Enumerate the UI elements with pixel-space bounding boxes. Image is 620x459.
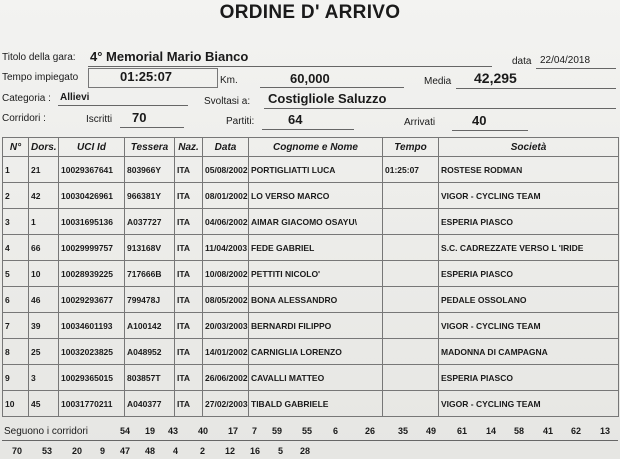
cell-time xyxy=(383,209,439,235)
cell-name: FEDE GABRIEL xyxy=(249,235,383,261)
col-header-name: Cognome e Nome xyxy=(249,138,383,157)
cell-position: 8 xyxy=(3,339,29,365)
cell-birthdate: 26/06/2002 xyxy=(203,365,249,391)
cell-bib: 3 xyxy=(29,365,59,391)
follower-bib: 7 xyxy=(252,426,258,436)
cell-uci-id: 10029293677 xyxy=(59,287,125,313)
cell-position: 2 xyxy=(3,183,29,209)
col-header-time: Tempo xyxy=(383,138,439,157)
cell-card: 803857T xyxy=(125,365,175,391)
follower-bib: 13 xyxy=(600,426,611,436)
cell-team: MADONNA DI CAMPAGNA xyxy=(439,339,619,365)
category-value: Allievi xyxy=(60,92,90,103)
cell-position: 10 xyxy=(3,391,29,417)
cell-position: 3 xyxy=(3,209,29,235)
follower-bib: 2 xyxy=(200,446,206,456)
cell-nation: ITA xyxy=(175,261,203,287)
cell-birthdate: 11/04/2003 xyxy=(203,235,249,261)
race-title-underline xyxy=(88,66,492,67)
follower-bib: 70 xyxy=(12,446,23,456)
cell-uci-id: 10031695136 xyxy=(59,209,125,235)
cell-team: VIGOR - CYCLING TEAM xyxy=(439,391,619,417)
cell-nation: ITA xyxy=(175,209,203,235)
started-value: 64 xyxy=(288,112,303,127)
cell-team: VIGOR - CYCLING TEAM xyxy=(439,183,619,209)
results-table xyxy=(2,137,619,417)
cell-bib: 21 xyxy=(29,157,59,183)
cell-team: S.C. CADREZZATE VERSO L 'IRIDE xyxy=(439,235,619,261)
cell-card: A040377 xyxy=(125,391,175,417)
cell-name: CARNIGLIA LORENZO xyxy=(249,339,383,365)
cell-nation: ITA xyxy=(175,157,203,183)
cell-team: ESPERIA PIASCO xyxy=(439,261,619,287)
table-row xyxy=(3,339,619,365)
average-label: Media xyxy=(424,76,452,87)
cell-time xyxy=(383,313,439,339)
time-label: Tempo impiegato xyxy=(2,72,79,83)
cell-team: ESPERIA PIASCO xyxy=(439,365,619,391)
km-underline xyxy=(260,87,404,88)
followers-label: Seguono i corridori xyxy=(4,426,88,437)
started-underline xyxy=(262,129,354,130)
cell-name: LO VERSO MARCO xyxy=(249,183,383,209)
follower-bib: 6 xyxy=(333,426,339,436)
cell-birthdate: 08/05/2002 xyxy=(203,287,249,313)
follower-bib: 55 xyxy=(302,426,313,436)
cell-name: BONA ALESSANDRO xyxy=(249,287,383,313)
follower-bib: 48 xyxy=(145,446,156,456)
cell-time: 01:25:07 xyxy=(383,157,439,183)
arrived-label: Arrivati xyxy=(404,117,436,128)
table-row xyxy=(3,391,619,417)
arrived-value: 40 xyxy=(472,113,487,128)
cell-nation: ITA xyxy=(175,313,203,339)
cell-bib: 39 xyxy=(29,313,59,339)
table-row xyxy=(3,235,619,261)
follower-bib: 12 xyxy=(225,446,236,456)
follower-bib: 19 xyxy=(145,426,156,436)
date-value: 22/04/2018 xyxy=(540,55,591,66)
registered-underline xyxy=(120,127,184,128)
cell-position: 7 xyxy=(3,313,29,339)
cell-team: ESPERIA PIASCO xyxy=(439,209,619,235)
registered-value: 70 xyxy=(132,110,147,125)
follower-bib: 5 xyxy=(278,446,284,456)
cell-time xyxy=(383,287,439,313)
cell-bib: 46 xyxy=(29,287,59,313)
average-underline xyxy=(456,88,616,89)
cell-bib: 45 xyxy=(29,391,59,417)
follower-bib: 54 xyxy=(120,426,131,436)
cell-card: 913168V xyxy=(125,235,175,261)
table-row xyxy=(3,313,619,339)
cell-uci-id: 10029365015 xyxy=(59,365,125,391)
cell-birthdate: 14/01/2002 xyxy=(203,339,249,365)
place-value: Costigliole Saluzzo xyxy=(268,91,387,106)
follower-bib: 43 xyxy=(168,426,179,436)
cell-time xyxy=(383,339,439,365)
date-label: data xyxy=(512,56,532,67)
cell-card: A100142 xyxy=(125,313,175,339)
col-header-card: Tessera xyxy=(125,138,175,157)
table-row xyxy=(3,183,619,209)
place-underline xyxy=(264,108,616,109)
cell-uci-id: 10031770211 xyxy=(59,391,125,417)
col-header-team: Società xyxy=(439,138,619,157)
cell-nation: ITA xyxy=(175,365,203,391)
col-header-nation: Naz. xyxy=(175,138,203,157)
cell-uci-id: 10032023825 xyxy=(59,339,125,365)
cell-time xyxy=(383,261,439,287)
cell-birthdate: 04/06/2002 xyxy=(203,209,249,235)
follower-bib: 20 xyxy=(72,446,83,456)
col-header-bib: Dors. xyxy=(29,138,59,157)
cell-uci-id: 10029367641 xyxy=(59,157,125,183)
table-header-row xyxy=(3,138,619,157)
cell-time xyxy=(383,183,439,209)
cell-bib: 66 xyxy=(29,235,59,261)
cell-birthdate: 08/01/2002 xyxy=(203,183,249,209)
col-header-position: N° xyxy=(3,138,29,157)
cell-card: 966381Y xyxy=(125,183,175,209)
follower-bib: 16 xyxy=(250,446,261,456)
cell-bib: 42 xyxy=(29,183,59,209)
follower-bib: 28 xyxy=(300,446,311,456)
follower-bib: 49 xyxy=(426,426,437,436)
cell-team: ROSTESE RODMAN xyxy=(439,157,619,183)
cell-name: PETTITI NICOLO' xyxy=(249,261,383,287)
cell-name: BERNARDI FILIPPO xyxy=(249,313,383,339)
cell-nation: ITA xyxy=(175,287,203,313)
follower-bib: 59 xyxy=(272,426,283,436)
average-value: 42,295 xyxy=(474,70,517,86)
cell-position: 4 xyxy=(3,235,29,261)
cell-card: 799478J xyxy=(125,287,175,313)
cell-uci-id: 10028939225 xyxy=(59,261,125,287)
follower-bib: 40 xyxy=(198,426,209,436)
cell-uci-id: 10030426961 xyxy=(59,183,125,209)
follower-bib: 35 xyxy=(398,426,409,436)
cell-time xyxy=(383,365,439,391)
cell-bib: 1 xyxy=(29,209,59,235)
cell-name: AIMAR GIACOMO OSAYU\ xyxy=(249,209,383,235)
table-row xyxy=(3,365,619,391)
cell-nation: ITA xyxy=(175,235,203,261)
cell-time xyxy=(383,391,439,417)
follower-bib: 17 xyxy=(228,426,239,436)
follower-bib: 58 xyxy=(514,426,525,436)
table-row xyxy=(3,209,619,235)
cell-nation: ITA xyxy=(175,183,203,209)
started-label: Partiti: xyxy=(226,116,255,127)
follower-bib: 47 xyxy=(120,446,131,456)
cell-card: 803966Y xyxy=(125,157,175,183)
table-row xyxy=(3,157,619,183)
follower-bib: 61 xyxy=(457,426,468,436)
arrived-underline xyxy=(452,130,528,131)
km-label: Km. xyxy=(220,75,238,86)
registered-label: Iscritti xyxy=(86,114,113,125)
cell-card: 717666B xyxy=(125,261,175,287)
cell-name: PORTIGLIATTI LUCA xyxy=(249,157,383,183)
cell-position: 9 xyxy=(3,365,29,391)
cell-time xyxy=(383,235,439,261)
page-title: ORDINE D' ARRIVO xyxy=(219,2,401,23)
follower-bib: 4 xyxy=(173,446,179,456)
category-underline xyxy=(58,105,188,106)
time-value: 01:25:07 xyxy=(120,69,173,84)
col-header-uci-id: UCI Id xyxy=(59,138,125,157)
cell-bib: 25 xyxy=(29,339,59,365)
follower-bib: 53 xyxy=(42,446,53,456)
category-label: Categoria : xyxy=(2,93,51,104)
race-title-label: Titolo della gara: xyxy=(2,52,76,63)
cell-birthdate: 05/08/2002 xyxy=(203,157,249,183)
cell-team: PEDALE OSSOLANO xyxy=(439,287,619,313)
follower-bib: 14 xyxy=(486,426,497,436)
riders-label: Corridori : xyxy=(2,113,46,124)
table-row xyxy=(3,287,619,313)
follower-bib: 62 xyxy=(571,426,582,436)
place-label: Svoltasi a: xyxy=(204,96,251,107)
race-title-value: 4° Memorial Mario Bianco xyxy=(90,49,249,64)
follower-bib: 41 xyxy=(543,426,554,436)
cell-uci-id: 10034601193 xyxy=(59,313,125,339)
cell-uci-id: 10029999757 xyxy=(59,235,125,261)
follower-bib: 26 xyxy=(365,426,376,436)
cell-nation: ITA xyxy=(175,339,203,365)
cell-position: 6 xyxy=(3,287,29,313)
cell-birthdate: 27/02/2003 xyxy=(203,391,249,417)
cell-nation: ITA xyxy=(175,391,203,417)
follower-bib: 9 xyxy=(100,446,106,456)
cell-card: A037727 xyxy=(125,209,175,235)
cell-birthdate: 10/08/2002 xyxy=(203,261,249,287)
cell-card: A048952 xyxy=(125,339,175,365)
cell-position: 1 xyxy=(3,157,29,183)
followers-divider xyxy=(2,440,618,441)
cell-team: VIGOR - CYCLING TEAM xyxy=(439,313,619,339)
col-header-birthdate: Data xyxy=(203,138,249,157)
cell-birthdate: 20/03/2003 xyxy=(203,313,249,339)
date-underline xyxy=(536,68,616,69)
cell-bib: 10 xyxy=(29,261,59,287)
km-value: 60,000 xyxy=(290,71,330,86)
table-row xyxy=(3,261,619,287)
cell-position: 5 xyxy=(3,261,29,287)
cell-name: CAVALLI MATTEO xyxy=(249,365,383,391)
cell-name: TIBALD GABRIELE xyxy=(249,391,383,417)
